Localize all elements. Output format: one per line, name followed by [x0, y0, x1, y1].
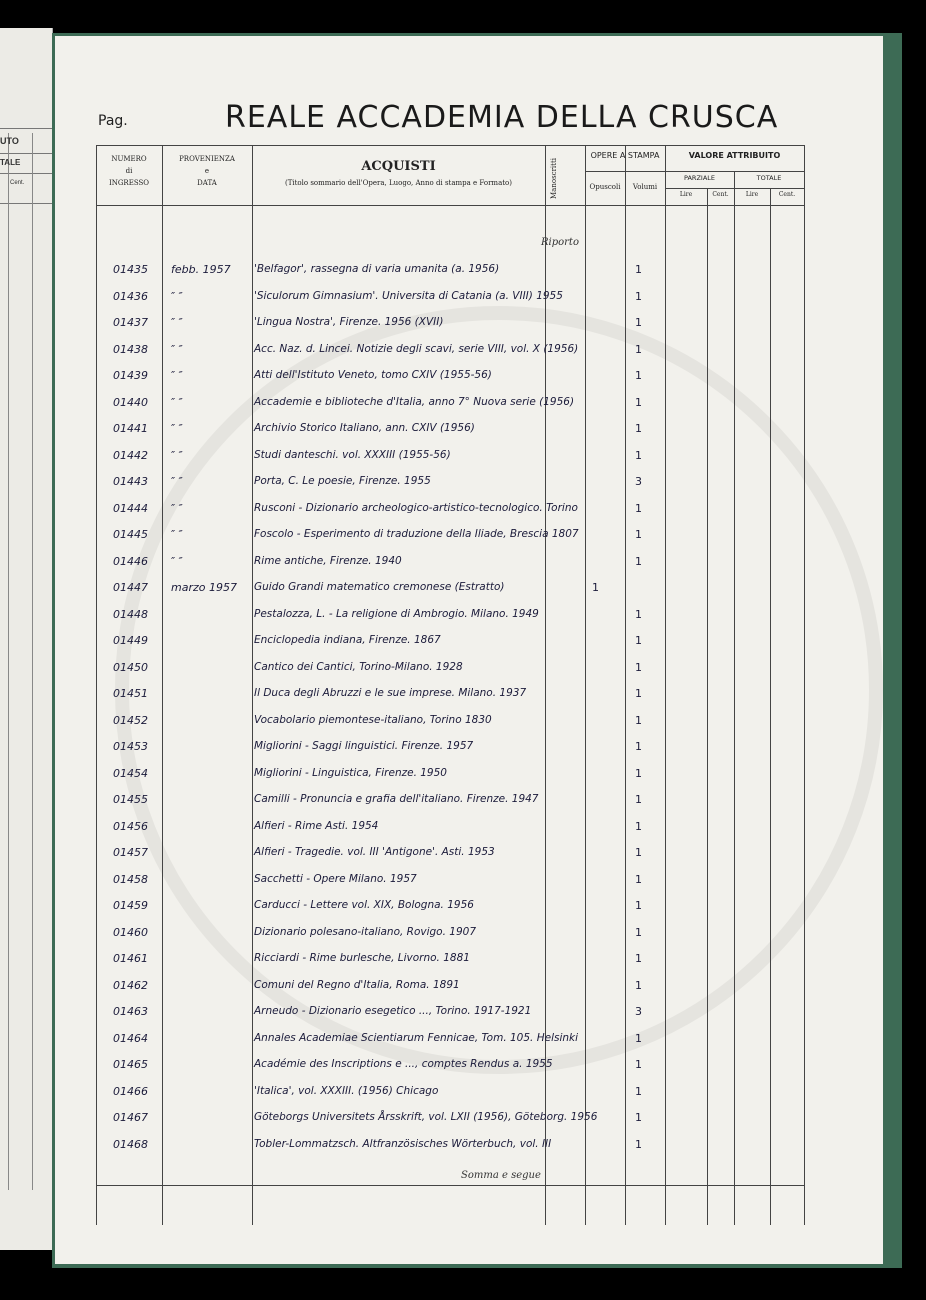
ledger-page	[55, 36, 883, 1264]
table-row	[96, 1132, 804, 1158]
entry-number: 01448	[113, 607, 148, 621]
entry-title: Rusconi - Dizionario archeologico-artistico-tecnologico. Torino	[254, 501, 578, 514]
entry-volumi: 1	[635, 263, 642, 276]
entry-title: Arneudo - Dizionario esegetico ..., Torino. 1917-1921	[254, 1005, 532, 1017]
riporto-label: Riporto	[541, 237, 579, 248]
entry-volumi: 1	[635, 872, 642, 886]
entry-number: 01465	[113, 1058, 148, 1071]
entry-title: Atti dell'Istituto Veneto, tomo CXIV (1955-56)	[254, 369, 492, 381]
entry-volumi: 1	[635, 819, 642, 833]
entry-number: 01441	[113, 422, 148, 435]
entry-volumi: 1	[635, 448, 642, 462]
entry-title: Vocabolario piemontese-italiano, Torino 1830	[254, 713, 492, 726]
entry-title: Tobler-Lommatzsch. Altfranzösisches Wörterbuch, vol. III	[254, 1137, 552, 1150]
table-row	[96, 496, 804, 522]
entry-title: Migliorini - Linguistica, Firenze. 1950	[254, 766, 447, 779]
entry-volumi: 1	[635, 422, 642, 435]
entry-number: 01435	[113, 263, 148, 276]
table-row	[96, 681, 804, 707]
entry-title: Göteborgs Universitets Årsskrift, vol. LXII (1956), Göteborg. 1956	[254, 1111, 598, 1123]
entry-number: 01437	[113, 316, 148, 329]
header-data: DATA	[197, 179, 217, 187]
entry-number: 01456	[113, 819, 148, 833]
entry-title: Ricciardi - Rime burlesche, Livorno. 1881	[254, 952, 470, 964]
table-row	[96, 522, 804, 548]
header-bottom-rule	[96, 205, 804, 206]
entry-volumi: 1	[635, 528, 642, 541]
entry-volumi: 1	[635, 793, 642, 806]
header-parziale: PARZIALE	[683, 174, 715, 182]
left-header-1: UTO	[0, 136, 19, 146]
entry-title: Guido Grandi matematico cremonese (Estratto)	[254, 581, 505, 593]
entry-title: Annales Academiae Scientiarum Fennicae, Tom. 105. Helsinki	[254, 1031, 579, 1044]
entry-title: Camilli - Pronuncia e grafia dell'italiano. Firenze. 1947	[254, 793, 539, 805]
entry-title: 'Lingua Nostra', Firenze. 1956 (XVII)	[254, 316, 444, 328]
entry-number: 01442	[113, 448, 148, 462]
entry-volumi: 1	[635, 846, 642, 859]
entry-title: Dizionario polesano-italiano, Rovigo. 1907	[254, 925, 477, 938]
subheader-rule	[585, 171, 804, 172]
table-row	[96, 814, 804, 840]
entry-number: 01460	[113, 925, 148, 939]
header-cent: Cent.	[778, 191, 796, 198]
table-row	[96, 337, 804, 363]
entry-number: 01452	[113, 713, 148, 727]
entry-date: ″ ″	[171, 501, 183, 515]
header-manoscritti: Manoscritti	[550, 157, 558, 199]
entry-title: Alfieri - Rime Asti. 1954	[254, 819, 379, 832]
entry-volumi: 1	[635, 395, 642, 409]
entry-number: 01467	[113, 1111, 148, 1124]
entry-volumi: 3	[635, 1005, 642, 1018]
table-row	[96, 655, 804, 681]
header-totale: TOTALE	[756, 174, 782, 182]
entry-title: Studi danteschi. vol. XXXIII (1955-56)	[254, 448, 451, 461]
entry-volumi: 1	[635, 687, 642, 700]
entry-title: Migliorini - Saggi linguistici. Firenze. 1957	[254, 740, 474, 752]
entry-number: 01436	[113, 289, 148, 303]
header-provenienza: PROVENIENZA	[179, 155, 235, 163]
table-row	[96, 549, 804, 575]
table-bottom-rule	[96, 1185, 804, 1186]
entry-number: 01459	[113, 899, 148, 912]
entry-number: 01457	[113, 846, 148, 859]
table-row	[96, 575, 804, 601]
col-rule	[804, 145, 805, 1225]
entry-volumi: 3	[635, 475, 642, 488]
table-row	[96, 1105, 804, 1131]
entry-number: 01449	[113, 634, 148, 647]
table-row	[96, 284, 804, 310]
entry-number: 01454	[113, 766, 148, 780]
table-row	[96, 761, 804, 787]
entry-date: ″ ″	[171, 475, 183, 488]
entry-title: Alfieri - Tragedie. vol. III 'Antigone'. Asti. 1953	[254, 846, 495, 858]
entry-volumi: 1	[635, 1137, 642, 1151]
entry-title: Porta, C. Le poesie, Firenze. 1955	[254, 475, 431, 487]
entry-title: Académie des Inscriptions e ..., comptes Rendus a. 1955	[254, 1058, 553, 1070]
page-label: Pag.	[98, 113, 128, 129]
entry-volumi: 1	[635, 316, 642, 329]
table-row	[96, 946, 804, 972]
entry-volumi: 1	[635, 766, 642, 780]
left-header-2: TALE	[0, 158, 21, 167]
table-top-rule	[96, 145, 804, 146]
table-row	[96, 787, 804, 813]
entry-title: 'Belfagor', rassegna di varia umanita (a. 1956)	[254, 263, 500, 275]
entry-title: Accademie e biblioteche d'Italia, anno 7° Nuova serie (1956)	[254, 395, 575, 408]
table-row	[96, 602, 804, 628]
table-row	[96, 708, 804, 734]
left-rule	[8, 133, 9, 1190]
entry-title: Comuni del Regno d'Italia, Roma. 1891	[254, 978, 460, 991]
header-acquisti: ACQUISTI	[361, 159, 436, 174]
entry-number: 01444	[113, 501, 148, 515]
entry-number: 01463	[113, 1005, 148, 1018]
entry-date: ″ ″	[171, 395, 183, 409]
entry-number: 01451	[113, 687, 148, 700]
header-ingresso: INGRESSO	[108, 179, 150, 187]
entry-number: 01455	[113, 793, 148, 806]
entry-number: 01439	[113, 369, 148, 382]
entry-date: ″ ″	[171, 554, 183, 568]
entry-number: 01462	[113, 978, 148, 992]
somma-label: Somma e segue	[461, 1170, 541, 1181]
table-row	[96, 390, 804, 416]
entry-volumi: 1	[635, 501, 642, 515]
header-opuscoli: Opuscoli	[589, 183, 621, 191]
entry-number: 01458	[113, 872, 148, 886]
entry-opuscoli: 1	[592, 581, 599, 594]
table-row	[96, 443, 804, 469]
entry-date: ″ ″	[171, 342, 183, 356]
entry-number: 01468	[113, 1137, 148, 1151]
entry-volumi: 1	[635, 952, 642, 965]
entry-volumi: 1	[635, 978, 642, 992]
table-row	[96, 469, 804, 495]
entry-number: 01466	[113, 1084, 148, 1098]
entry-number: 01447	[113, 581, 148, 594]
header-volumi: Volumi	[632, 183, 658, 191]
entry-number: 01453	[113, 740, 148, 753]
left-page-edge	[0, 28, 53, 1250]
header-lire: Lire	[745, 191, 759, 198]
table-row	[96, 999, 804, 1025]
entry-title: Acc. Naz. d. Lincei. Notizie degli scavi, serie VIII, vol. X (1956)	[254, 342, 579, 355]
ledger-table	[96, 145, 804, 1225]
entry-volumi: 1	[635, 342, 642, 356]
entry-date: ″ ″	[171, 528, 183, 541]
table-row	[96, 257, 804, 283]
entry-volumi: 1	[635, 1084, 642, 1098]
entry-number: 01438	[113, 342, 148, 356]
table-row	[96, 893, 804, 919]
table-row	[96, 363, 804, 389]
entry-volumi: 1	[635, 660, 642, 674]
entry-date: ″ ″	[171, 422, 183, 435]
table-row	[96, 973, 804, 999]
table-row	[96, 920, 804, 946]
table-row	[96, 1052, 804, 1078]
entry-title: Cantico dei Cantici, Torino-Milano. 1928	[254, 660, 463, 673]
entry-title: Pestalozza, L. - La religione di Ambrogio. Milano. 1949	[254, 607, 539, 620]
entry-volumi: 1	[635, 1058, 642, 1071]
table-row	[96, 1026, 804, 1052]
entry-title: 'Italica', vol. XXXIII. (1956) Chicago	[254, 1084, 439, 1097]
left-rule	[32, 133, 33, 1190]
table-row	[96, 1079, 804, 1105]
entry-volumi: 1	[635, 925, 642, 939]
entry-title: Il Duca degli Abruzzi e le sue imprese. Milano. 1937	[254, 687, 527, 699]
entry-date: ″ ″	[171, 448, 183, 462]
entry-title: Carducci - Lettere vol. XIX, Bologna. 1956	[254, 899, 474, 911]
entry-number: 01445	[113, 528, 148, 541]
entry-volumi: 1	[635, 740, 642, 753]
entry-volumi: 1	[635, 554, 642, 568]
entry-volumi: 1	[635, 899, 642, 912]
entry-title: 'Siculorum Gimnasium'. Universita di Catania (a. VIII) 1955	[254, 289, 563, 302]
entry-date: ″ ″	[171, 369, 183, 382]
entry-number: 01440	[113, 395, 148, 409]
entry-volumi: 1	[635, 634, 642, 647]
entry-number: 01450	[113, 660, 148, 674]
entry-date: marzo 1957	[171, 581, 237, 594]
table-row	[96, 416, 804, 442]
header-di: di	[125, 167, 133, 175]
header-e: e	[204, 167, 210, 175]
entry-number: 01446	[113, 554, 148, 568]
entry-title: Archivio Storico Italiano, ann. CXIV (1956)	[254, 422, 475, 434]
entry-volumi: 1	[635, 713, 642, 727]
table-row	[96, 867, 804, 893]
entry-volumi: 1	[635, 607, 642, 621]
entry-number: 01461	[113, 952, 148, 965]
entry-date: ″ ″	[171, 289, 183, 303]
table-row	[96, 310, 804, 336]
header-lire: Lire	[679, 191, 693, 198]
header-opere-a-stampa: OPERE A STAMPA	[590, 151, 660, 160]
entry-date: febb. 1957	[171, 263, 231, 276]
entry-date: ″ ″	[171, 316, 183, 329]
table-row	[96, 840, 804, 866]
table-row	[96, 734, 804, 760]
table-row	[96, 628, 804, 654]
entry-number: 01443	[113, 475, 148, 488]
entry-title: Foscolo - Esperimento di traduzione della Iliade, Brescia 1807	[254, 528, 579, 540]
entry-title: Enciclopedia indiana, Firenze. 1867	[254, 634, 441, 646]
left-rule	[0, 128, 52, 129]
entry-title: Rime antiche, Firenze. 1940	[254, 554, 402, 567]
entry-title: Sacchetti - Opere Milano. 1957	[254, 872, 417, 885]
entry-volumi: 1	[635, 369, 642, 382]
entry-volumi: 1	[635, 1031, 642, 1045]
entry-number: 01464	[113, 1031, 148, 1045]
header-cent: Cent.	[712, 191, 729, 198]
page-title: REALE ACCADEMIA DELLA CRUSCA	[225, 100, 779, 135]
left-header-3: Cent.	[10, 180, 25, 186]
header-acquisti-sub: (Titolo sommario dell'Opera, Luogo, Anno di stampa e Formato)	[284, 179, 513, 187]
header-numero: NUMERO	[111, 155, 147, 163]
entry-volumi: 1	[635, 1111, 642, 1124]
header-valore-attribuito: VALORE ATTRIBUITO	[688, 151, 781, 160]
entry-volumi: 1	[635, 289, 642, 303]
